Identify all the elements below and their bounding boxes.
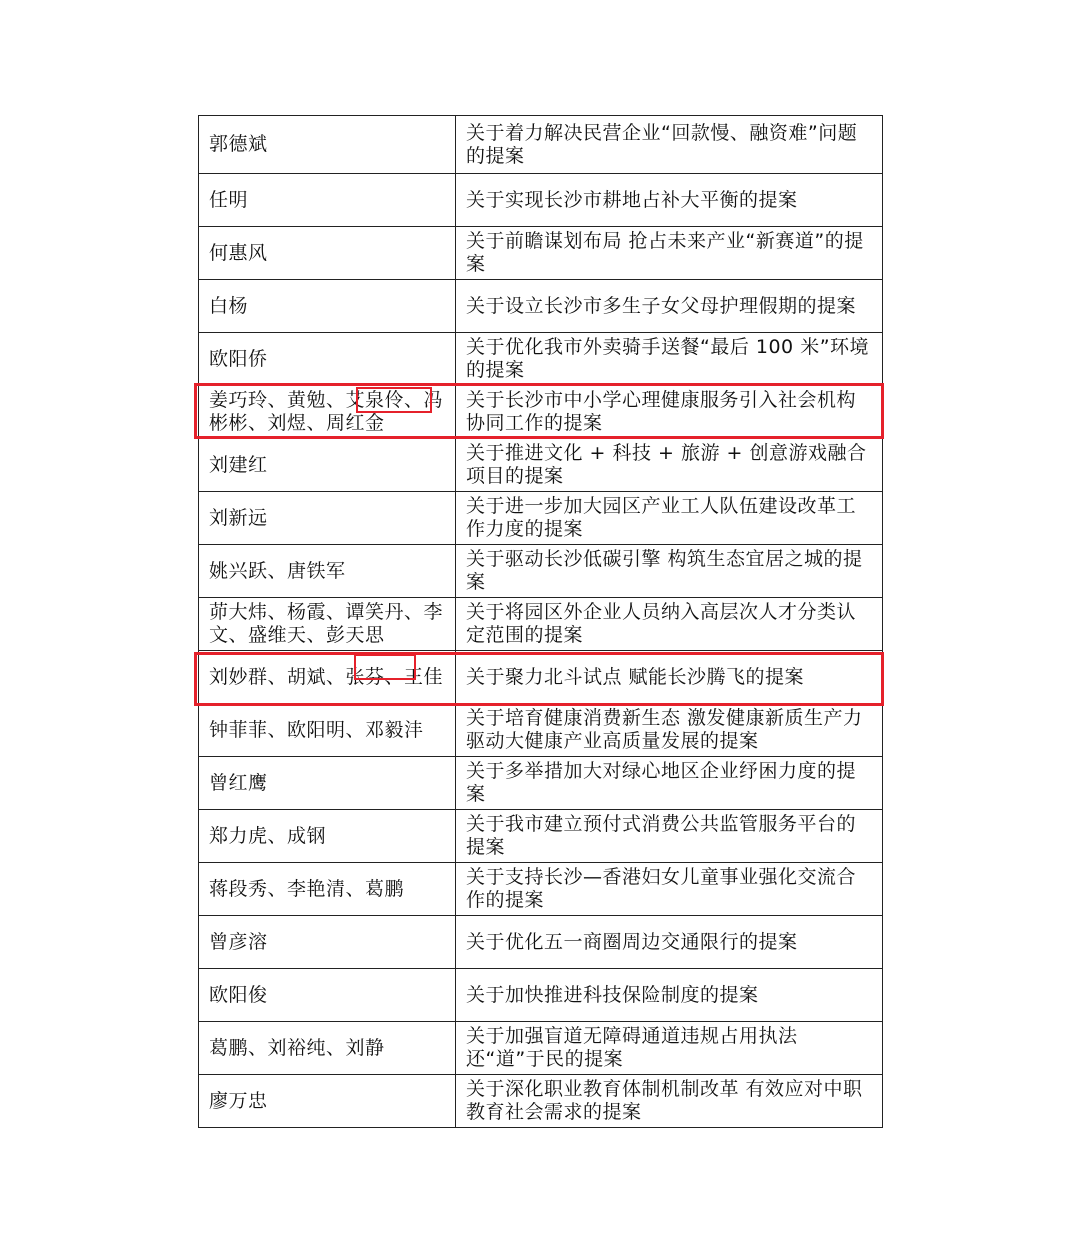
proposer-cell bbox=[199, 386, 456, 439]
proposal-title-cell bbox=[456, 116, 883, 174]
proposer-names: 欧阳俊 bbox=[209, 983, 268, 1006]
proposer-names: 曾彦溶 bbox=[209, 930, 268, 953]
table-row bbox=[199, 439, 883, 492]
proposer-cell bbox=[199, 174, 456, 227]
proposer-names: 茆大炜、杨霞、谭笑丹、李文、盛维天、彭天思 bbox=[209, 601, 444, 646]
table-row bbox=[199, 1075, 883, 1128]
proposer-names: 姜巧玲、黄勉、艾泉伶、冯彬彬、刘煜、周红金 bbox=[209, 389, 444, 434]
proposal-title-cell bbox=[456, 1022, 883, 1075]
table-row bbox=[199, 757, 883, 810]
proposer-cell bbox=[199, 280, 456, 333]
proposal-title: 关于优化我市外卖骑手送餐“最后 100 米”环境的提案 bbox=[466, 336, 870, 381]
table-row bbox=[199, 174, 883, 227]
proposer-names: 何惠风 bbox=[209, 241, 268, 264]
proposal-title-cell bbox=[456, 492, 883, 545]
proposal-title: 关于进一步加大园区产业工人队伍建设改革工作力度的提案 bbox=[466, 495, 857, 540]
proposal-title: 关于培育健康消费新生态 激发健康新质生产力 驱动大健康产业高质量发展的提案 bbox=[466, 707, 863, 752]
proposal-title: 关于推进文化 + 科技 + 旅游 + 创意游戏融合项目的提案 bbox=[466, 442, 867, 487]
table-row bbox=[199, 863, 883, 916]
table-row-highlighted bbox=[199, 386, 883, 439]
proposer-cell bbox=[199, 598, 456, 651]
proposer-cell bbox=[199, 439, 456, 492]
proposal-title-cell bbox=[456, 598, 883, 651]
table-row bbox=[199, 545, 883, 598]
proposal-title: 关于深化职业教育体制机制改革 有效应对中职教育社会需求的提案 bbox=[466, 1078, 863, 1123]
proposer-names: 郭德斌 bbox=[209, 133, 268, 155]
proposal-title: 关于将园区外企业人员纳入高层次人才分类认定范围的提案 bbox=[466, 601, 857, 646]
proposer-names: 任明 bbox=[209, 188, 249, 211]
proposer-cell bbox=[199, 704, 456, 757]
proposal-title-cell bbox=[456, 545, 883, 598]
proposal-title-cell bbox=[456, 439, 883, 492]
proposal-title: 关于加强盲道无障碍通道违规占用执法 还“道”于民的提案 bbox=[466, 1025, 798, 1070]
proposer-cell bbox=[199, 969, 456, 1022]
table-row bbox=[199, 810, 883, 863]
proposal-title-cell bbox=[456, 280, 883, 333]
table-row bbox=[199, 227, 883, 280]
proposal-title: 关于优化五一商圈周边交通限行的提案 bbox=[466, 930, 798, 953]
table-row bbox=[199, 598, 883, 651]
proposer-names: 郑力虎、成钢 bbox=[209, 824, 327, 847]
proposer-names: 蒋段秀、李艳清、葛鹏 bbox=[209, 877, 405, 900]
proposer-cell bbox=[199, 545, 456, 598]
proposer-names: 欧阳侨 bbox=[209, 347, 268, 370]
proposer-cell bbox=[199, 863, 456, 916]
proposal-title-cell bbox=[456, 333, 883, 386]
proposal-title: 关于着力解决民营企业“回款慢、融资难”问题的提案 bbox=[466, 121, 858, 167]
proposal-title-cell bbox=[456, 969, 883, 1022]
proposal-title-cell bbox=[456, 1075, 883, 1128]
proposer-names: 廖万忠 bbox=[209, 1089, 268, 1112]
proposal-title-cell bbox=[456, 704, 883, 757]
table-row bbox=[199, 1022, 883, 1075]
proposal-title: 关于加快推进科技保险制度的提案 bbox=[466, 983, 759, 1006]
table-row bbox=[199, 280, 883, 333]
proposer-cell bbox=[199, 492, 456, 545]
proposal-title: 关于前瞻谋划布局 抢占未来产业“新赛道”的提案 bbox=[466, 230, 864, 275]
table-row bbox=[199, 116, 883, 174]
proposer-names: 葛鹏、刘裕纯、刘静 bbox=[209, 1036, 385, 1059]
proposer-cell bbox=[199, 810, 456, 863]
proposer-cell bbox=[199, 1075, 456, 1128]
table-row bbox=[199, 916, 883, 969]
proposal-title-cell bbox=[456, 174, 883, 227]
table-row bbox=[199, 492, 883, 545]
proposer-names: 曾红鹰 bbox=[209, 771, 268, 794]
table-row bbox=[199, 704, 883, 757]
proposer-names: 姚兴跃、唐铁军 bbox=[209, 559, 346, 582]
proposal-title: 关于实现长沙市耕地占补大平衡的提案 bbox=[466, 188, 798, 211]
proposal-title-cell bbox=[456, 757, 883, 810]
table-row-highlighted bbox=[199, 651, 883, 704]
proposal-table bbox=[198, 115, 883, 1128]
proposer-names: 刘新远 bbox=[209, 506, 268, 529]
proposal-title-cell bbox=[456, 916, 883, 969]
proposer-cell bbox=[199, 227, 456, 280]
proposal-title: 关于支持长沙—香港妇女儿童事业强化交流合作的提案 bbox=[466, 866, 857, 911]
proposer-names: 钟菲菲、欧阳明、邓毅沣 bbox=[209, 718, 424, 741]
proposer-cell bbox=[199, 1022, 456, 1075]
proposer-cell bbox=[199, 916, 456, 969]
proposer-cell bbox=[199, 333, 456, 386]
table-row bbox=[199, 969, 883, 1022]
proposal-title-cell bbox=[456, 651, 883, 704]
proposer-names: 刘妙群、胡斌、张芬、王佳 bbox=[209, 665, 444, 688]
proposer-cell bbox=[199, 116, 456, 174]
proposal-title: 关于设立长沙市多生子女父母护理假期的提案 bbox=[466, 294, 857, 317]
proposer-names: 刘建红 bbox=[209, 453, 268, 476]
proposal-title-cell bbox=[456, 810, 883, 863]
proposer-cell bbox=[199, 757, 456, 810]
proposal-title: 关于多举措加大对绿心地区企业纾困力度的提案 bbox=[466, 760, 857, 805]
proposal-title: 关于我市建立预付式消费公共监管服务平台的提案 bbox=[466, 813, 857, 858]
proposer-names: 白杨 bbox=[209, 294, 249, 317]
proposal-title: 关于驱动长沙低碳引擎 构筑生态宜居之城的提案 bbox=[466, 548, 863, 593]
proposal-title: 关于聚力北斗试点 赋能长沙腾飞的提案 bbox=[466, 665, 805, 688]
proposal-title-cell bbox=[456, 227, 883, 280]
proposal-title: 关于长沙市中小学心理健康服务引入社会机构协同工作的提案 bbox=[466, 389, 857, 434]
proposal-title-cell bbox=[456, 386, 883, 439]
table-row bbox=[199, 333, 883, 386]
proposal-title-cell bbox=[456, 863, 883, 916]
proposer-cell bbox=[199, 651, 456, 704]
